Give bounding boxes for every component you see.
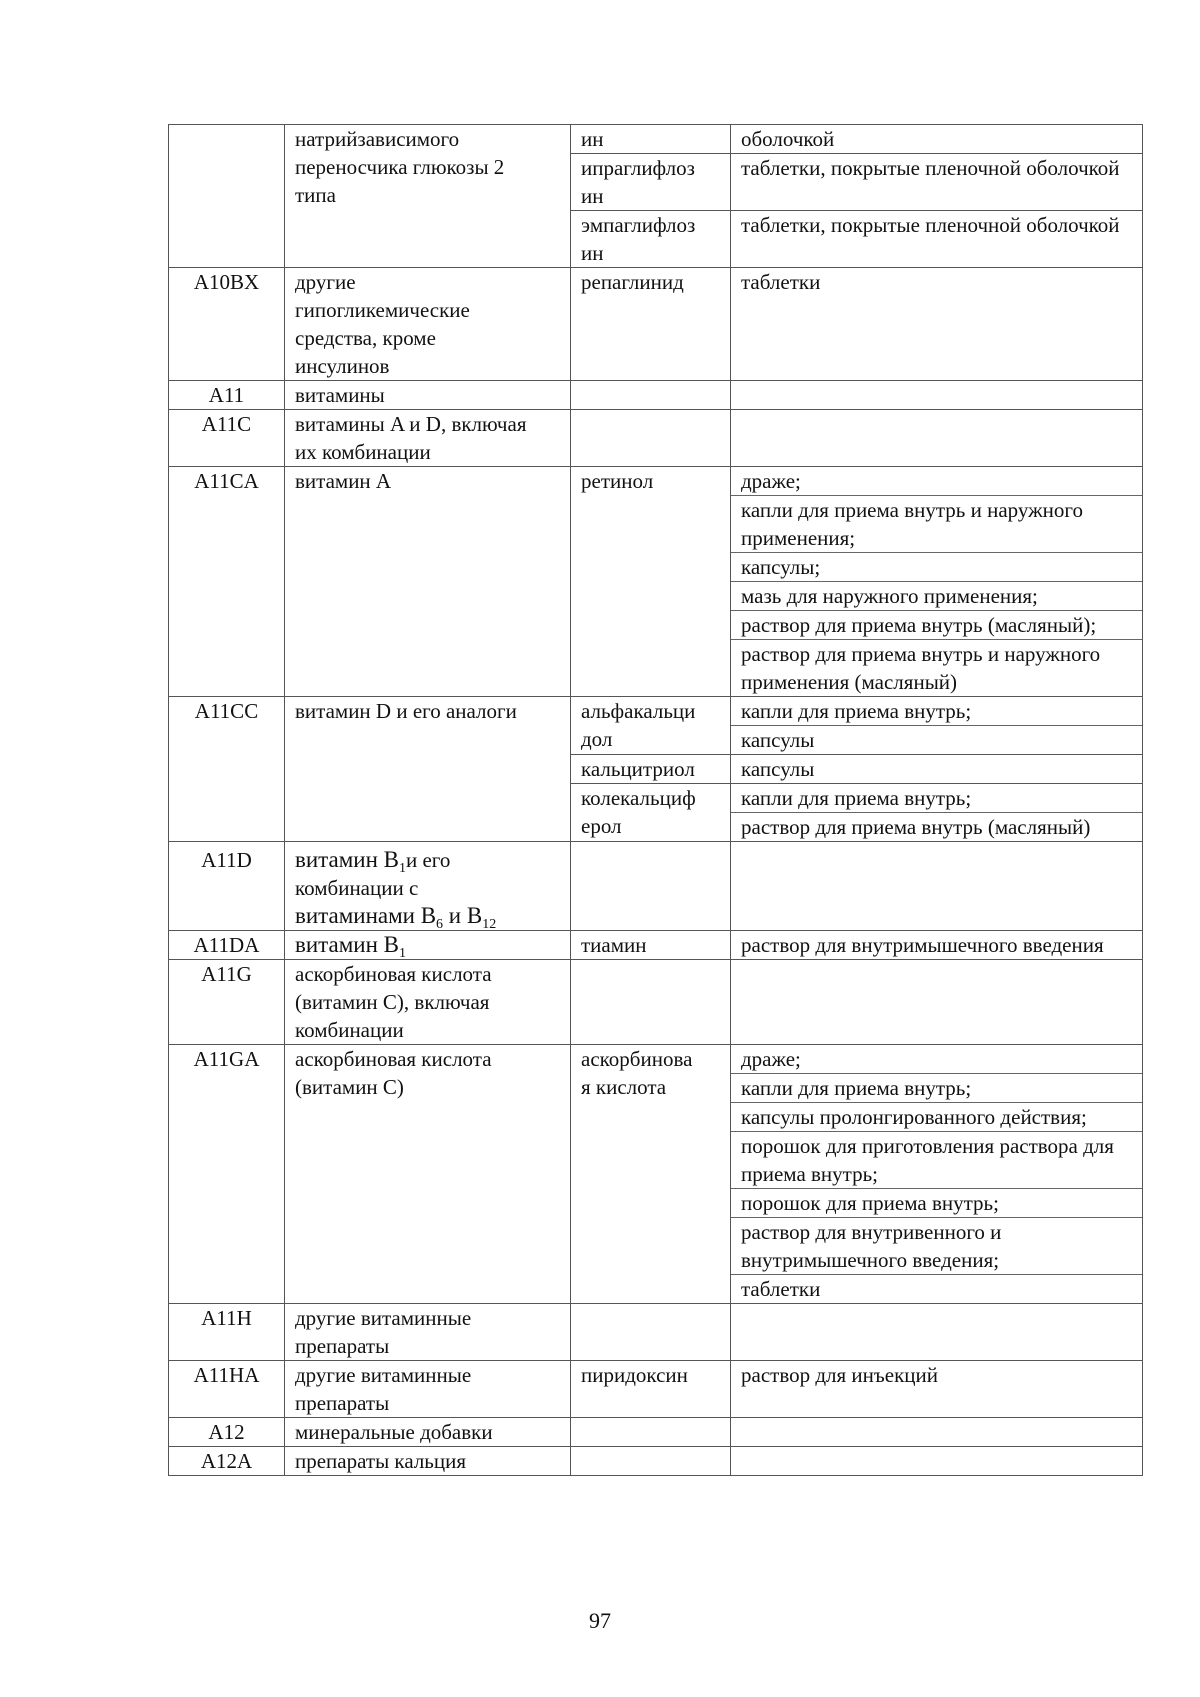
- dosage-forms: [731, 1304, 1143, 1361]
- group-line: (витамин C): [295, 1075, 404, 1099]
- form-line: таблетки, покрытые пленочной оболочкой: [741, 156, 1120, 180]
- dosage-forms: [731, 410, 1143, 467]
- form-line: раствор для внутримышечного введения: [741, 933, 1104, 957]
- drug-name: [571, 1304, 731, 1361]
- dosage-forms: [731, 697, 1143, 755]
- group-line: витамины: [295, 383, 385, 407]
- drug-name: [571, 755, 731, 784]
- subscript: 1: [398, 946, 406, 962]
- drug-line: ин: [581, 241, 604, 265]
- form-line: драже;: [741, 469, 801, 493]
- drug-name: [571, 154, 731, 211]
- subscript: 1: [398, 861, 406, 877]
- dosage-forms: [731, 467, 1143, 697]
- drug-line: ипраглифлоз: [581, 156, 695, 180]
- form-line: капли для приема внутрь;: [731, 1073, 1142, 1102]
- dosage-forms: [731, 784, 1143, 842]
- dosage-forms: [731, 1418, 1143, 1447]
- group-line: препараты кальция: [295, 1449, 467, 1473]
- group-text: и его: [405, 848, 451, 872]
- group-line: [295, 931, 570, 962]
- form-line: мазь для наружного применения;: [731, 581, 1142, 610]
- atc-code: A11H: [169, 1304, 285, 1361]
- atc-code: A11HA: [169, 1361, 285, 1418]
- group-line: (витамин C), включая: [295, 990, 490, 1014]
- group-line: инсулинов: [295, 354, 390, 378]
- form-line: таблетки: [731, 1274, 1142, 1303]
- drug-name: [571, 1361, 731, 1418]
- dosage-forms: [731, 755, 1143, 784]
- atc-code: [169, 125, 285, 268]
- drug-line: тиамин: [581, 933, 647, 957]
- drug-name: [571, 467, 731, 697]
- dosage-forms: [731, 268, 1143, 381]
- table-row: [169, 467, 1143, 697]
- group-line: аскорбиновая кислота: [295, 962, 492, 986]
- group-line: минеральные добавки: [295, 1420, 493, 1444]
- table-row: [169, 960, 1143, 1045]
- drug-line: я кислота: [581, 1075, 667, 1099]
- dosage-forms: [731, 842, 1143, 931]
- group-text: витамин B: [295, 847, 399, 872]
- dosage-forms: [731, 125, 1143, 154]
- group-line: витамины A и D, включая: [295, 412, 527, 436]
- form-line: капли для приема внутрь;: [741, 786, 972, 810]
- group-line: [295, 846, 570, 877]
- group-line: аскорбиновая кислота: [295, 1047, 492, 1071]
- group-line: витамин A: [295, 469, 392, 493]
- atc-code: A11C: [169, 410, 285, 467]
- group-name: [285, 268, 571, 381]
- atc-code: A10BX: [169, 268, 285, 381]
- drug-line: альфакальци: [581, 699, 696, 723]
- atc-code: A11GA: [169, 1045, 285, 1304]
- drug-table: [168, 124, 1143, 1476]
- group-text: витамин B: [295, 932, 399, 957]
- group-line: препараты: [295, 1334, 390, 1358]
- subscript: 6: [436, 917, 444, 933]
- group-line: витамин D и его аналоги: [295, 699, 517, 723]
- group-line: средства, кроме: [295, 326, 436, 350]
- drug-name: [571, 1045, 731, 1304]
- group-line: натрийзависимого: [295, 127, 460, 151]
- drug-line: кальцитриол: [581, 757, 695, 781]
- group-line: комбинации с: [295, 876, 419, 900]
- form-line: капли для приема внутрь;: [741, 699, 972, 723]
- drug-name: [571, 268, 731, 381]
- group-name: [285, 1447, 571, 1476]
- drug-line: ин: [581, 184, 604, 208]
- form-line: раствор для приема внутрь и наружного применения (масляный): [731, 639, 1142, 696]
- drug-line: ерол: [581, 814, 622, 838]
- group-name: [285, 842, 571, 931]
- table-row: [169, 697, 1143, 755]
- table-row: [169, 268, 1143, 381]
- group-name: [285, 125, 571, 268]
- drug-name: [571, 697, 731, 755]
- form-line: таблетки: [741, 270, 821, 294]
- form-line: оболочкой: [741, 127, 835, 151]
- drug-name: [571, 931, 731, 960]
- table-row: [169, 1418, 1143, 1447]
- table-row: [169, 1304, 1143, 1361]
- table-row: [169, 125, 1143, 154]
- table-row: [169, 410, 1143, 467]
- group-name: [285, 960, 571, 1045]
- group-name: [285, 697, 571, 842]
- form-line: раствор для инъекций: [741, 1363, 938, 1387]
- group-name: [285, 1304, 571, 1361]
- drug-line: дол: [581, 727, 613, 751]
- form-line: раствор для приема внутрь (масляный): [731, 812, 1142, 841]
- form-line: раствор для приема внутрь (масляный);: [731, 610, 1142, 639]
- form-line: порошок для приема внутрь;: [731, 1188, 1142, 1217]
- dosage-forms: [731, 381, 1143, 410]
- drug-name: [571, 1447, 731, 1476]
- group-line: препараты: [295, 1391, 390, 1415]
- drug-line: ретинол: [581, 469, 654, 493]
- drug-line: пиридоксин: [581, 1363, 688, 1387]
- group-name: [285, 381, 571, 410]
- form-line: раствор для внутривенного и внутримышечного введения;: [731, 1217, 1142, 1274]
- atc-code: A11D: [169, 842, 285, 931]
- group-line: другие витаминные: [295, 1363, 472, 1387]
- group-name: [285, 410, 571, 467]
- drug-line: репаглинид: [581, 270, 684, 294]
- subscript: 12: [482, 917, 497, 933]
- group-name: [285, 1418, 571, 1447]
- group-line: [295, 902, 570, 933]
- drug-line: ин: [581, 127, 604, 151]
- table-row: [169, 842, 1143, 931]
- group-line: комбинации: [295, 1018, 404, 1042]
- dosage-forms: [731, 211, 1143, 268]
- group-line: другие витаминные: [295, 1306, 472, 1330]
- dosage-forms: [731, 1045, 1143, 1304]
- form-line: таблетки, покрытые пленочной оболочкой: [741, 213, 1120, 237]
- drug-line: колекальциф: [581, 786, 696, 810]
- atc-code: A11DA: [169, 931, 285, 960]
- dosage-forms: [731, 960, 1143, 1045]
- dosage-forms: [731, 1447, 1143, 1476]
- atc-code: A11: [169, 381, 285, 410]
- group-name: [285, 1045, 571, 1304]
- drug-line: эмпаглифлоз: [581, 213, 696, 237]
- dosage-forms: [731, 154, 1143, 211]
- group-name: [285, 1361, 571, 1418]
- atc-code: A12A: [169, 1447, 285, 1476]
- dosage-forms: [731, 931, 1143, 960]
- drug-name: [571, 125, 731, 154]
- group-line: их комбинации: [295, 440, 431, 464]
- group-text: витаминами B: [295, 903, 437, 928]
- group-line: типа: [295, 183, 336, 207]
- page-number: 97: [589, 1608, 611, 1633]
- group-line: другие: [295, 270, 356, 294]
- form-line: драже;: [741, 1047, 801, 1071]
- form-line: капсулы пролонгированного действия;: [731, 1102, 1142, 1131]
- group-text: и B: [443, 903, 483, 928]
- group-name: [285, 931, 571, 960]
- drug-name: [571, 1418, 731, 1447]
- table-row: [169, 1361, 1143, 1418]
- drug-name: [571, 842, 731, 931]
- group-name: [285, 467, 571, 697]
- drug-line: аскорбинова: [581, 1047, 693, 1071]
- table-row: [169, 1447, 1143, 1476]
- drug-name: [571, 410, 731, 467]
- atc-code: A11G: [169, 960, 285, 1045]
- atc-code: A11CC: [169, 697, 285, 842]
- group-line: гипогликемические: [295, 298, 470, 322]
- group-line: переносчика глюкозы 2: [295, 155, 505, 179]
- drug-name: [571, 960, 731, 1045]
- form-line: капли для приема внутрь и наружного применения;: [731, 495, 1142, 552]
- form-line: капсулы: [741, 757, 815, 781]
- atc-code: A12: [169, 1418, 285, 1447]
- table-row: [169, 1045, 1143, 1304]
- atc-code: A11CA: [169, 467, 285, 697]
- form-line: капсулы;: [731, 552, 1142, 581]
- table-row: [169, 381, 1143, 410]
- dosage-forms: [731, 1361, 1143, 1418]
- drug-name: [571, 211, 731, 268]
- drug-name: [571, 784, 731, 842]
- form-line: капсулы: [731, 725, 1142, 754]
- form-line: порошок для приготовления раствора для приема внутрь;: [731, 1131, 1142, 1188]
- drug-name: [571, 381, 731, 410]
- table-row: [169, 931, 1143, 960]
